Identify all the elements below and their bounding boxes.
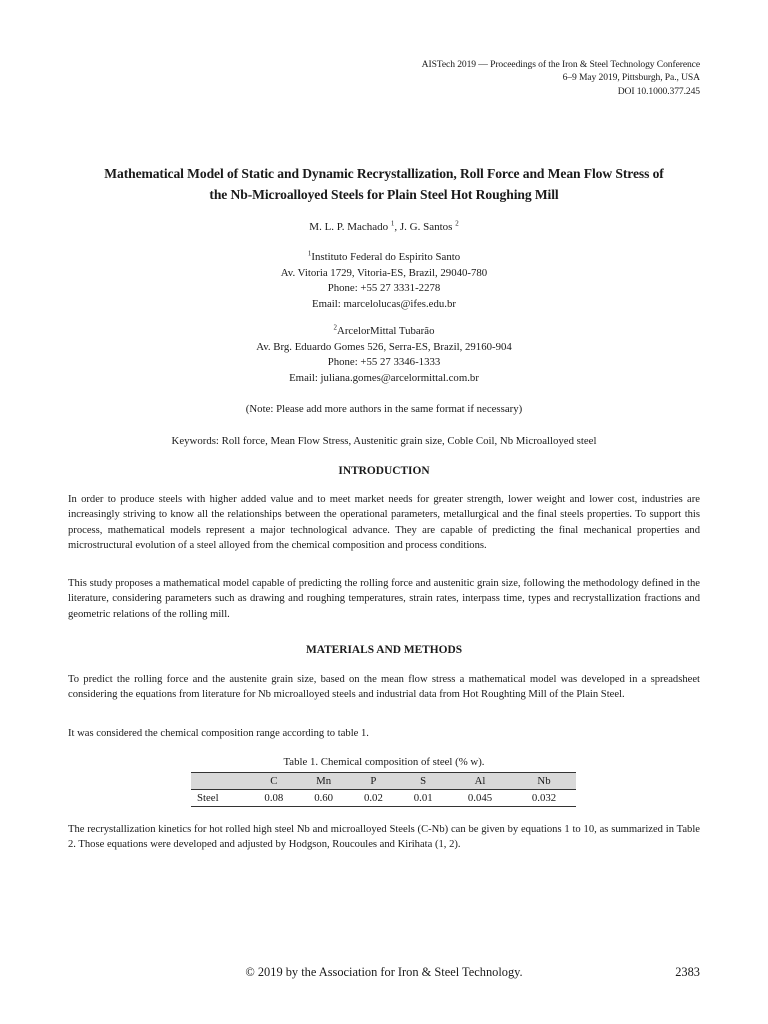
table-1-caption: Table 1. Chemical composition of steel (% w). <box>283 756 485 768</box>
table-header-row <box>191 773 576 790</box>
table-cell: 0.08 <box>249 790 299 807</box>
affiliation-address: Av. Brg. Eduardo Gomes 526, Serra-ES, Brazil, 29160-904 <box>256 340 512 353</box>
conference-dates: 6–9 May 2019, Pittsburgh, Pa., USA <box>562 72 700 84</box>
heading-introduction: INTRODUCTION <box>338 465 430 477</box>
keywords: Keywords: Roll force, Mean Flow Stress, Austenitic grain size, Coble Coil, Nb Microalloyed steel <box>171 435 597 447</box>
affiliation-2 <box>0 324 768 386</box>
table-row <box>191 790 576 807</box>
chemical-composition-table <box>191 772 576 807</box>
affiliation-institution: Instituto Federal do Espirito Santo <box>311 251 461 263</box>
table-header-cell: Mn <box>299 773 349 790</box>
affiliation-mark: 2 <box>333 323 338 332</box>
author-note: (Note: Please add more authors in the same format if necessary) <box>245 403 523 415</box>
author-name: J. G. Santos <box>399 221 453 233</box>
intro-paragraph-2: This study proposes a mathematical model capable of predicting the rolling force and austenitic grain size, following the methodology defined in the literature, considering parameters such as drawing and roughing temperatures, strain rates, interpass time, types and recrystallization fractions and geometric relations of the rolling mill. <box>68 578 700 620</box>
table-corner-cell <box>191 773 249 790</box>
heading-materials-methods: MATERIALS AND METHODS <box>305 644 463 656</box>
footer-copyright: © 2019 by the Association for Iron & Steel Technology. <box>245 965 523 979</box>
affiliation-institution: ArcelorMittal Tubarão <box>337 325 435 337</box>
table-cell: 0.60 <box>299 790 349 807</box>
table-header-cell: Nb <box>512 773 576 790</box>
conference-name: AISTech 2019 — Proceedings of the Iron & Steel Technology Conference <box>421 59 700 70</box>
title-line-1: Mathematical Model of Static and Dynamic Recrystallization, Roll Force and Mean Flow Stress of <box>104 166 664 181</box>
table-cell: 0.02 <box>349 790 399 807</box>
doi: DOI 10.1000.377.245 <box>617 85 700 97</box>
running-header <box>422 58 700 98</box>
table-cell: 0.01 <box>398 790 448 807</box>
table-cell: 0.032 <box>512 790 576 807</box>
table-header-cell: Al <box>448 773 512 790</box>
methods-paragraph-2: It was considered the chemical composition range according to table 1. <box>68 728 369 739</box>
table-header-cell: S <box>398 773 448 790</box>
affiliation-email: Email: juliana.gomes@arcelormittal.com.br <box>289 371 479 384</box>
author-affiliation-mark: 1 <box>390 219 395 228</box>
table-row-label: Steel <box>191 790 249 807</box>
affiliation-email: Email: marcelolucas@ifes.edu.br <box>312 297 456 310</box>
affiliation-1 <box>0 250 768 312</box>
intro-paragraph-1: In order to produce steels with higher added value and to meet market needs for greater strength, lower weight and lower cost, industries are increasingly striving to know all the relationships between the operational parameters, metallurgical and the final steels properties. To support this process, mathematical models represent a major technological advance. They are capable of predicting the final mechanical properties and microstructural evolution of a steel alloyed from the chemical composition and process conditions. <box>68 494 700 551</box>
affiliation-phone: Phone: +55 27 3346-1333 <box>327 356 441 369</box>
paper-title <box>40 163 728 205</box>
author-separator: , <box>394 221 400 233</box>
page-number: 2383 <box>675 965 700 979</box>
affiliation-mark: 1 <box>307 249 312 258</box>
affiliation-address: Av. Vitoria 1729, Vitoria-ES, Brazil, 29040-780 <box>280 266 488 279</box>
author-name: M. L. P. Machado <box>309 221 389 233</box>
table-header-cell: P <box>349 773 399 790</box>
affiliation-phone: Phone: +55 27 3331-2278 <box>327 282 441 295</box>
title-line-2: the Nb-Microalloyed Steels for Plain Steel Hot Roughing Mill <box>209 187 559 202</box>
author-affiliation-mark: 2 <box>455 219 459 228</box>
methods-paragraph-3: The recrystallization kinetics for hot rolled high steel Nb and microalloyed Steels (C-Nb) can be given by equations 1 to 10, as summarized in Table 2. Those equations were developed and adjusted by Hodgson, Roucoules and Kirihata (1, 2). <box>68 824 700 851</box>
table-cell: 0.045 <box>448 790 512 807</box>
author-list <box>0 220 768 234</box>
table-header-cell: C <box>249 773 299 790</box>
methods-paragraph-1: To predict the rolling force and the austenite grain size, based on the mean flow stress a mathematical model was developed in a spreadsheet considering the equations from literature for Nb microalloyed steels and industrial data from Hot Roughting Mill of the Plain Steel. <box>68 674 700 701</box>
